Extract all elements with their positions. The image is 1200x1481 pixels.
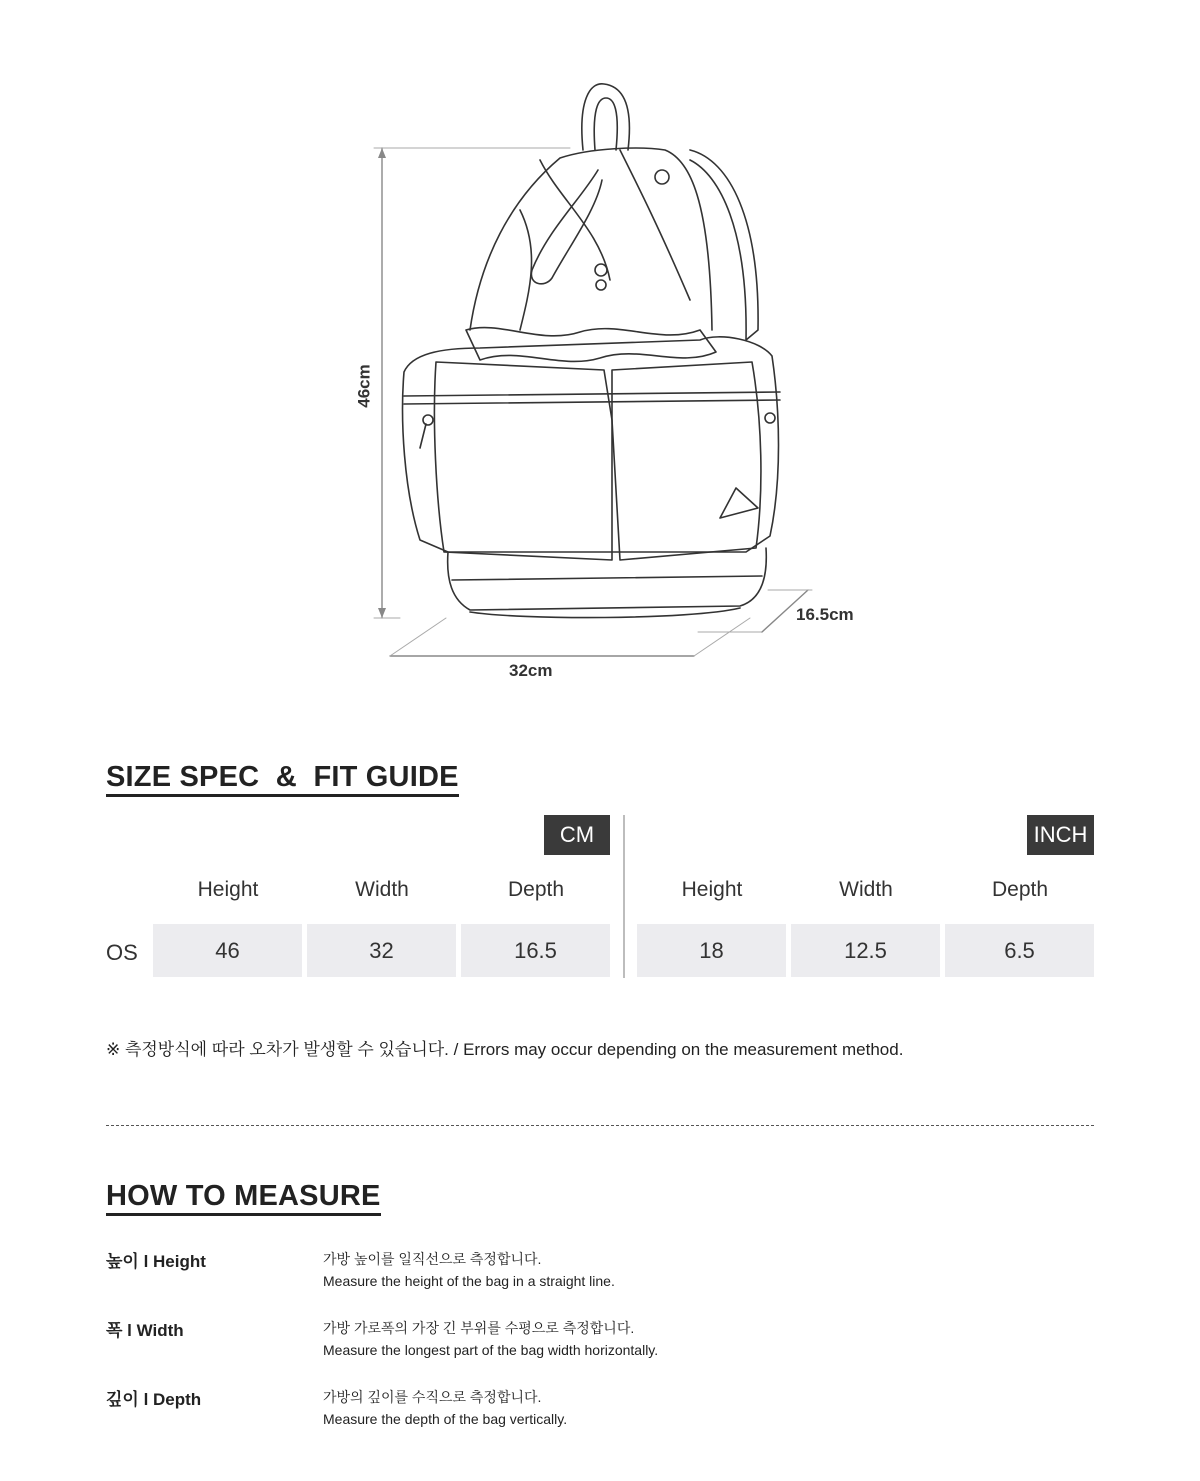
cm-height-value: 46 [153, 924, 302, 977]
unit-divider [623, 815, 625, 978]
size-row-label: OS [106, 940, 138, 965]
inch-width-value: 12.5 [791, 924, 940, 977]
depth-dimension-label: 16.5cm [796, 605, 854, 624]
depth-measure-label: 깊이 l Depth [106, 1390, 202, 1409]
section-divider [106, 1125, 1094, 1126]
height-dimension-label: 46cm [354, 364, 374, 408]
cm-unit-badge: CM [544, 815, 610, 855]
width-dimension-label: 32cm [509, 661, 553, 680]
cm-depth-header: Depth [507, 878, 565, 901]
backpack-diagram [0, 0, 1200, 720]
width-measure-ko: 가방 가로폭의 가장 긴 부위를 수평으로 측정합니다. [323, 1320, 635, 1336]
depth-measure-ko: 가방의 깊이를 수직으로 측정합니다. [323, 1389, 542, 1405]
height-measure-label: 높이 l Height [106, 1252, 206, 1271]
inch-height-value: 18 [637, 924, 786, 977]
measurement-note: ※ 측정방식에 따라 오차가 발생할 수 있습니다. / Errors may occur depending on the measurement method. [106, 1040, 904, 1059]
cm-width-value: 32 [307, 924, 456, 977]
depth-measure-en: Measure the depth of the bag vertically. [323, 1411, 568, 1427]
inch-unit-badge: INCH [1027, 815, 1094, 855]
cm-height-header: Height [197, 878, 259, 901]
inch-depth-value: 6.5 [945, 924, 1094, 977]
backpack-illustration [0, 0, 1200, 720]
how-to-measure-title: HOW TO MEASURE [106, 1179, 381, 1216]
size-spec-title: SIZE SPEC & FIT GUIDE [106, 760, 459, 797]
width-measure-label: 폭 l Width [106, 1321, 184, 1340]
cm-width-header: Width [355, 878, 409, 901]
height-measure-en: Measure the height of the bag in a straight line. [323, 1273, 615, 1289]
height-measure-ko: 가방 높이를 일직선으로 측정합니다. [323, 1251, 542, 1267]
inch-height-header: Height [681, 878, 743, 901]
width-measure-en: Measure the longest part of the bag width horizontally. [323, 1342, 659, 1358]
inch-width-header: Width [839, 878, 893, 901]
cm-depth-value: 16.5 [461, 924, 610, 977]
inch-depth-header: Depth [991, 878, 1049, 901]
